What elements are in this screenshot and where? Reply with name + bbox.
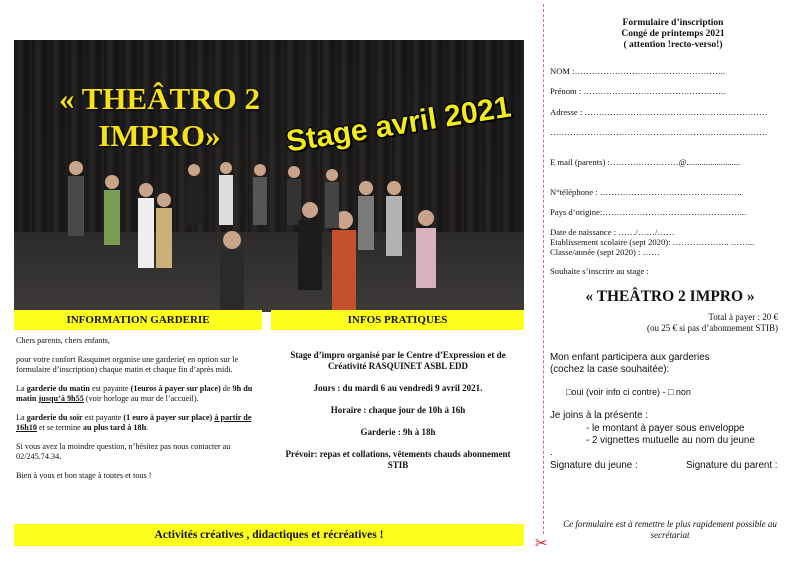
garderie-question [550, 352, 710, 375]
garderie-options[interactable]: □oui (voir info ci contre) - □ non [566, 387, 691, 397]
adresse-field-line2[interactable]: …………………………………………………………………. [550, 127, 767, 137]
adresse-field[interactable]: Adresse : ………………………………………………………. [550, 107, 767, 117]
submission-note: Ce formulaire est à remettre le plus rapidement possible au secrétariat [563, 519, 777, 540]
cut-line [543, 4, 544, 534]
infos-pratiques [278, 350, 518, 482]
signature-parent[interactable]: Signature du parent : [686, 460, 778, 471]
prevoir: Prévoir: repas et collations, vêtements chauds abonnement STIB [285, 449, 511, 470]
infos-pratiques-header: INFOS PRATIQUES [271, 310, 524, 330]
activities-footer: Activités créatives , didactiques et récréatives ! [14, 524, 524, 546]
greeting: Chers parents, chers enfants, [16, 336, 110, 345]
total-amount-alt: (ou 25 € si pas d’abonnement STIB) [647, 323, 778, 333]
form-title-line1: Formulaire d’inscription [622, 18, 724, 28]
form-title-line3: ( attention !recto-verso!) [623, 40, 723, 50]
show-title [42, 80, 277, 154]
garderie-question-line1: Mon enfant participera aux garderies [550, 352, 710, 363]
signature-jeune[interactable]: Signature du jeune : [550, 460, 638, 471]
jours: Jours : du mardi 6 au vendredi 9 avril 2021. [313, 383, 483, 393]
garderie-header: INFORMATION GARDERIE [14, 310, 262, 330]
naissance-field[interactable]: Date de naissance : ……/……/…… [550, 227, 675, 237]
joins-label: Je joins à la présente : [550, 410, 649, 421]
total-price [598, 312, 778, 334]
garderie-info [16, 336, 264, 490]
scissors-icon: ✂ [535, 534, 548, 552]
garderie-intro: pour votre confort Rasquinet organise une garderie( en option sur le formulaire d’inscription) chaque matin et chaque fin d’après midi. [16, 355, 239, 374]
classe-field[interactable]: Classe/année (sept 2020) : …… [550, 247, 660, 257]
separator-dot: . [550, 447, 553, 458]
garderie-matin: La garderie du matin est payante (1euros à payer sur place) de 9h du matin jusqu’à 9h55 (voir horloge au mur de l’accueil). [16, 384, 253, 403]
prenom-field[interactable]: Prénom : ………………………………………….. [550, 86, 726, 96]
garderie-hours: Garderie : 9h à 18h [360, 427, 436, 437]
total-amount: Total à payer : 20 € [708, 312, 778, 322]
form-title-line2: Congé de printemps 2021 [621, 29, 725, 39]
horaire: Horaire : chaque jour de 10h à 16h [330, 405, 466, 415]
joins-item-montant: - le montant à payer sous enveloppe [586, 423, 745, 434]
organizer: Stage d’impro organisé par le Centre d’Expression et de Créativité RASQUINET ASBL EDD [290, 350, 506, 371]
garderie-question-line2: (cochez la case souhaitée): [550, 363, 670, 375]
pays-field[interactable]: Pays d’origine:…………………………………………... [550, 207, 747, 217]
email-field[interactable]: E mail (parents) :……………………@......................... [550, 157, 741, 167]
form-stage-title: « THEÂTRO 2 IMPRO » [585, 288, 755, 305]
souhaite-label: Souhaite s’inscrire au stage : [550, 266, 649, 276]
nom-field[interactable]: NOM :…………………………………………….. [550, 66, 725, 76]
stage-photo [14, 40, 524, 312]
show-title-line2: IMPRO» [98, 118, 221, 153]
contact-question: Si vous avez la moindre question, n’hésitez pas nous contacter au 02/245.74.34. [16, 442, 231, 461]
show-title-line1: « THEÂTRO 2 [59, 81, 260, 116]
telephone-field[interactable]: N°téléphone : ………………………………………….. [550, 187, 742, 197]
stage-date-banner: Stage avril 2021 [284, 90, 514, 159]
joins-item-vignettes: - 2 vignettes mutuelle au nom du jeune [586, 435, 755, 446]
form-header [556, 18, 790, 51]
etablissement-field[interactable]: Etablissement scolaire (sept 2020): ……………….. ……... [550, 237, 755, 247]
garderie-soir: La garderie du soir est payante (1 euro à payer sur place) à partir de 16h10 et se termine au plus tard à 18h. [16, 413, 252, 432]
closing-text: Bien à vous et bon stage à toutes et tous ! [16, 471, 152, 480]
